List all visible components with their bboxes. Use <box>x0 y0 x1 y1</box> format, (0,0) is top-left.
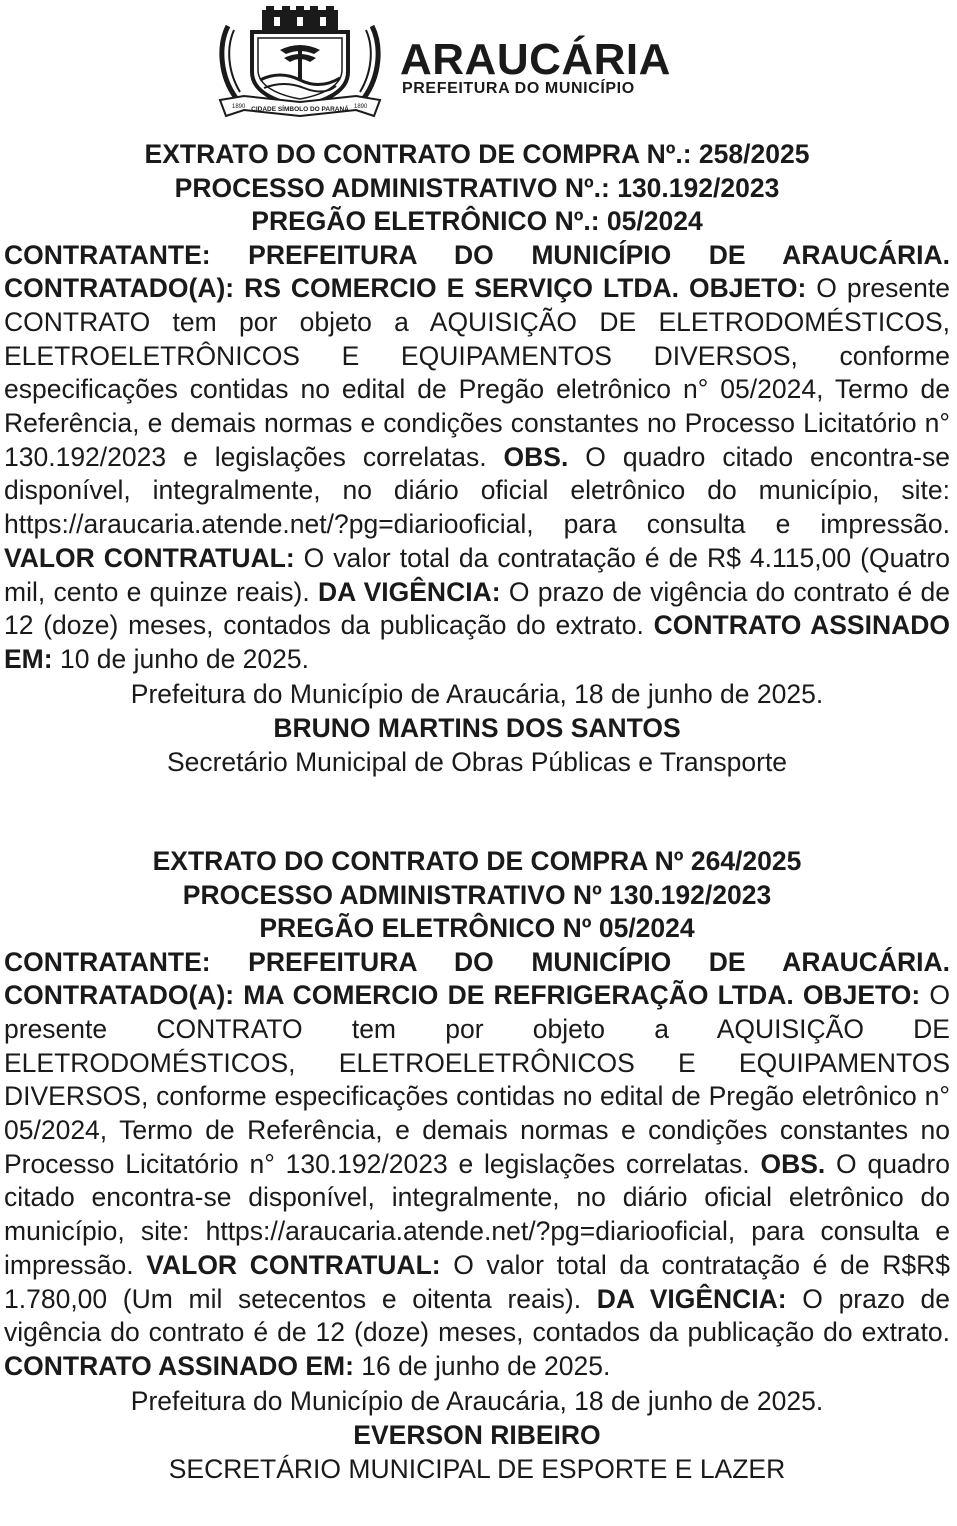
auction-number: PREGÃO ELETRÔNICO Nº 05/2024 <box>259 913 695 943</box>
objeto-label: OBJETO: <box>688 273 807 304</box>
contratado-value: RS COMERCIO E SERVIÇO LTDA. <box>244 273 680 304</box>
auction-number: PREGÃO ELETRÔNICO Nº.: 05/2024 <box>251 206 703 236</box>
objeto-text: O presente CONTRATO tem por objeto a AQUISIÇÃO DE ELETRODOMÉSTICOS, ELETROELETRÔNICOS E EQUIPAMENTOS DIVERSOS, conforme especificações contidas no edital de Pregão eletrônico n° 05/2024, Termo de Referência, e demais normas e condições constantes no Processo Licitatório n° 130.192/2023 e legislações correlatas. <box>4 980 950 1179</box>
contratante-label: CONTRATANTE: <box>4 946 211 977</box>
signer-role: SECRETÁRIO MUNICIPAL DE ESPORTE E LAZER <box>168 1453 786 1484</box>
vigencia-label: DA VIGÊNCIA: <box>318 576 501 607</box>
municipal-coat-of-arms-icon <box>214 6 386 118</box>
obs-label: OBS. <box>760 1148 826 1179</box>
brand-subtitle: PREFEITURA DO MUNICÍPIO <box>402 80 635 97</box>
signer-name: BRUNO MARTINS DOS SANTOS <box>273 712 681 743</box>
extract-body <box>4 946 950 1384</box>
process-number: PROCESSO ADMINISTRATIVO Nº.: 130.192/2023 <box>174 172 780 203</box>
crest-ribbon-motto: CIDADE SÍMBOLO DO PARANÁ <box>251 106 349 113</box>
assinado-text: 16 de junho de 2025. <box>361 1350 611 1381</box>
valor-label: VALOR CONTRATUAL: <box>146 1249 441 1280</box>
page-header <box>0 0 957 125</box>
obs-text: O quadro citado encontra-se disponível, integralmente, no diário oficial eletrônico do município, site: https://araucaria.atende.net/?pg=diariooficial, para consulta e impressão. <box>4 441 950 540</box>
signer-role: Secretário Municipal de Obras Públicas e Transporte <box>166 746 788 777</box>
extract-title: EXTRATO DO CONTRATO DE COMPRA Nº.: 258/2025 <box>144 139 810 169</box>
extract-body <box>4 239 950 677</box>
contratante-value: PREFEITURA DO MUNICÍPIO DE ARAUCÁRIA. <box>248 946 951 977</box>
vigencia-text: O prazo de vigência do contrato é de 12 (doze) meses, contados da publicação do extrato. <box>4 576 950 641</box>
valor-text: O valor total da contratação é de R$ 4.115,00 (Quatro mil, cento e quinze reais). <box>4 542 950 607</box>
contract-extract-258 <box>4 138 950 779</box>
objeto-text: O presente CONTRATO tem por objeto a AQUISIÇÃO DE ELETRODOMÉSTICOS, ELETROELETRÔNICOS E EQUIPAMENTOS DIVERSOS, conforme especificações contidas no edital de Pregão eletrônico n° 05/2024, Termo de Referência, e demais normas e condições constantes no Processo Licitatório n° 130.192/2023 e legislações correlatas. <box>4 273 950 472</box>
process-number: PROCESSO ADMINISTRATIVO Nº 130.192/2023 <box>182 879 772 910</box>
crest-ribbon-year-right: 1890 <box>354 104 368 110</box>
vigencia-label: DA VIGÊNCIA: <box>596 1283 787 1314</box>
obs-text: O quadro citado encontra-se disponível, integralmente, no diário oficial eletrônico do município, site: https://araucaria.atende.net/?pg=diariooficial, para consulta e impressão. <box>4 1148 950 1280</box>
contratado-label: CONTRATADO(A): <box>4 273 235 304</box>
place-date: Prefeitura do Município de Araucária, 18 de junho de 2025. <box>130 1385 824 1416</box>
assinado-text: 10 de junho de 2025. <box>59 643 309 674</box>
vigencia-text: O prazo de vigência do contrato é de 12 (doze) meses, contados da publicação do extrato. <box>4 1283 950 1348</box>
contratado-label: CONTRATADO(A): <box>4 980 235 1011</box>
contratante-value: PREFEITURA DO MUNICÍPIO DE ARAUCÁRIA. <box>248 239 951 270</box>
signer-name: EVERSON RIBEIRO <box>353 1419 601 1450</box>
assinado-label: CONTRATO ASSINADO EM: <box>4 610 950 674</box>
brand-name: ARAUCÁRIA <box>400 35 671 84</box>
valor-label: VALOR CONTRATUAL: <box>4 542 295 573</box>
contratado-value: MA COMERCIO DE REFRIGERAÇÃO LTDA. <box>243 980 794 1011</box>
extract-title: EXTRATO DO CONTRATO DE COMPRA Nº 264/2025 <box>152 846 802 876</box>
crest-ribbon-year-left: 1890 <box>232 104 246 110</box>
contratante-label: CONTRATANTE: <box>4 239 211 270</box>
obs-label: OBS. <box>503 441 569 472</box>
place-date: Prefeitura do Município de Araucária, 18 de junho de 2025. <box>130 678 824 709</box>
valor-text: O valor total da contratação é de R$R$ 1.780,00 (Um mil setecentos e oitenta reais). <box>4 1249 950 1314</box>
assinado-label: CONTRATO ASSINADO EM: <box>4 1350 354 1381</box>
objeto-label: OBJETO: <box>802 980 921 1011</box>
contract-extract-264 <box>4 845 950 1486</box>
